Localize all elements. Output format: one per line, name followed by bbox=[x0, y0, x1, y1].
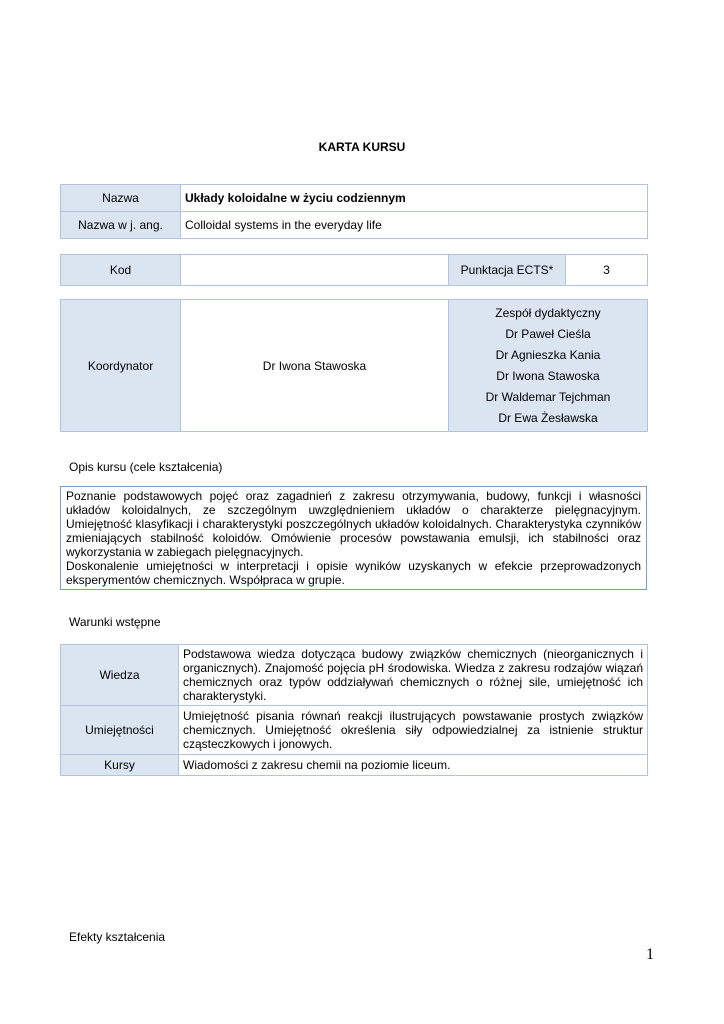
prerequisites-label: Warunki wstępne bbox=[69, 615, 161, 629]
coordinator-table bbox=[60, 299, 648, 432]
description-paragraph: Doskonalenie umiejętności w interpretacji i opisie wyników uzyskanych w efekcie przeprowadzonych eksperymentów chemicznych. Współpraca w grupie. bbox=[66, 559, 641, 587]
effects-label: Efekty kształcenia bbox=[69, 930, 166, 944]
skills-value: Umiejętność pisania równań reakcji ilustrujących powstawanie prostych związków chemicznych. Umiejętność określenia siły odpowiedzialnej za istnienie struktur cząsteczkowych i jonowych. bbox=[179, 706, 648, 755]
courses-value: Wiadomości z zakresu chemii na poziomie liceum. bbox=[179, 755, 648, 776]
table-row bbox=[61, 212, 648, 239]
team-label: Zespół dydaktyczny bbox=[495, 305, 601, 320]
knowledge-value: Podstawowa wiedza dotycząca budowy związków chemicznych (nieorganicznych i organicznych). Znajomość pojęcia pH środowiska. Wiedza z zakresu rodzajów wiązań chemicznych oraz typów oddziaływań chemicznych o różnej sile, umiejętność ich charakterystyki. bbox=[179, 645, 648, 706]
team-member: Dr Agnieszka Kania bbox=[495, 347, 601, 362]
course-name-table bbox=[60, 184, 648, 239]
table-row bbox=[61, 706, 648, 755]
ects-label: Punktacja ECTS* bbox=[449, 255, 566, 286]
team-member: Dr Waldemar Tejchman bbox=[485, 389, 611, 404]
team-member: Dr Paweł Cieśla bbox=[505, 326, 591, 341]
team-member: Dr Ewa Żesławska bbox=[498, 410, 598, 425]
page-title: KARTA KURSU bbox=[318, 140, 406, 154]
table-row bbox=[61, 255, 648, 286]
courses-label: Kursy bbox=[61, 755, 179, 776]
table-row bbox=[61, 300, 648, 432]
team-cell bbox=[449, 300, 648, 432]
coordinator-label: Koordynator bbox=[61, 300, 181, 432]
code-table bbox=[60, 254, 648, 286]
code-value bbox=[181, 255, 449, 286]
table-row bbox=[61, 755, 648, 776]
name-value: Układy koloidalne w życiu codziennym bbox=[181, 185, 648, 212]
table-row bbox=[61, 185, 648, 212]
knowledge-label: Wiedza bbox=[61, 645, 179, 706]
prerequisites-table bbox=[60, 644, 648, 776]
name-en-value: Colloidal systems in the everyday life bbox=[181, 212, 648, 239]
name-en-label: Nazwa w j. ang. bbox=[61, 212, 181, 239]
description-paragraph: Poznanie podstawowych pojęć oraz zagadnień z zakresu otrzymywania, budowy, funkcji i własności układów koloidalnych, ze szczególnym uwzględnieniem układów o charakterze pielęgnacyjnym. Umiejętność klasyfikacji i charakterystyki poszczególnych układów koloidalnych. Charakterystyka czynników zmieniających stabilność koloidów. Omówienie procesów powstawania emulsji, ich stabilności oraz wykorzystania w zabiegach pielęgnacyjnych. bbox=[66, 489, 641, 559]
description-box bbox=[60, 486, 647, 590]
table-row bbox=[61, 645, 648, 706]
team-member: Dr Iwona Stawoska bbox=[496, 368, 600, 383]
description-label: Opis kursu (cele kształcenia) bbox=[69, 460, 223, 474]
ects-value: 3 bbox=[566, 255, 648, 286]
name-label: Nazwa bbox=[61, 185, 181, 212]
page-number: 1 bbox=[646, 946, 654, 963]
skills-label: Umiejętności bbox=[61, 706, 179, 755]
code-label: Kod bbox=[61, 255, 181, 286]
coordinator-value: Dr Iwona Stawoska bbox=[181, 300, 449, 432]
